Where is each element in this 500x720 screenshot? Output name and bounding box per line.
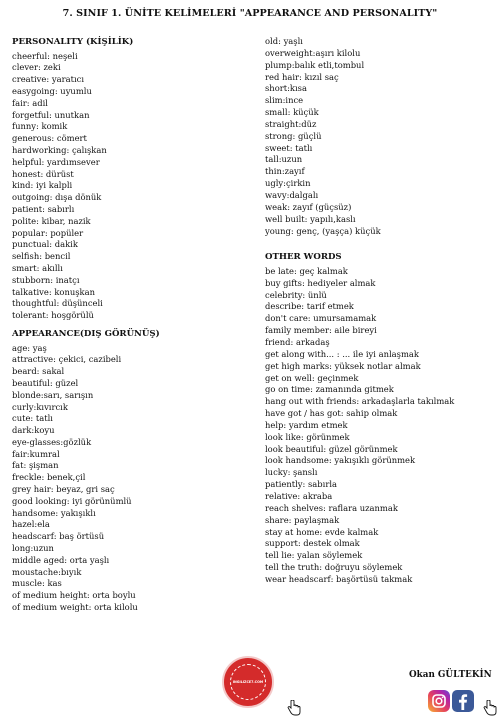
vocab-item: polite: kibar, nazik bbox=[12, 215, 91, 226]
right-column bbox=[265, 36, 497, 586]
vocab-item: short:kısa bbox=[265, 83, 307, 94]
left-column bbox=[12, 36, 257, 614]
vocab-item: eye-glasses:gözlük bbox=[12, 436, 92, 447]
vocab-item: moustache:bıyık bbox=[12, 566, 82, 577]
vocab-item: slim:ince bbox=[265, 95, 304, 106]
vocab-item: plump:balık etli,tombul bbox=[265, 59, 365, 70]
vocab-item: look beautiful: güzel görünmek bbox=[265, 443, 398, 454]
vocab-item: middle aged: orta yaşlı bbox=[12, 554, 110, 565]
vocab-item: get high marks: yüksek notlar almak bbox=[265, 360, 421, 371]
vocab-item: hang out with friends: arkadaşlarla takılmak bbox=[265, 396, 455, 407]
vocab-item: clever: zeki bbox=[12, 62, 61, 73]
vocab-item: easygoing: uyumlu bbox=[12, 85, 92, 96]
vocab-item: sweet: tatlı bbox=[265, 142, 313, 153]
vocab-item: helpful: yardımsever bbox=[12, 156, 100, 167]
vocab-item: dark:koyu bbox=[12, 425, 55, 436]
red-circle-stamp-icon bbox=[222, 656, 274, 708]
vocab-item: cheerful: neşeli bbox=[12, 50, 78, 61]
vocab-item: buy gifts: hediyeler almak bbox=[265, 277, 376, 288]
vocab-item: blonde:sarı, sarışın bbox=[12, 389, 94, 400]
vocab-item: tall:uzun bbox=[265, 154, 303, 165]
vocab-item: patient: sabırlı bbox=[12, 203, 75, 214]
pointing-hand-icon bbox=[287, 700, 301, 716]
vocab-item: punctual: dakik bbox=[12, 239, 78, 250]
vocab-item: muscle: kas bbox=[12, 578, 62, 589]
vocab-item: fair: adil bbox=[12, 97, 48, 108]
vocab-item: strong: güçlü bbox=[265, 130, 322, 141]
vocab-item: stubborn: inatçı bbox=[12, 274, 80, 285]
vocab-item: kind: iyi kalpli bbox=[12, 180, 73, 191]
vocab-item: wear headscarf: başörtüsü takmak bbox=[265, 573, 413, 584]
page-title: 7. SINIF 1. ÜNİTE KELİMELERİ "APPEARANCE AND PERSONALITY" bbox=[62, 8, 438, 19]
appearance-list-right bbox=[265, 36, 497, 237]
vocab-item: beautiful: güzel bbox=[12, 377, 79, 388]
stamp-text: INGILIZCE7.COM bbox=[232, 680, 264, 684]
vocab-item: honest: dürüst bbox=[12, 168, 74, 179]
vocab-item: look handsome: yakışıklı görünmek bbox=[265, 455, 416, 466]
vocab-item: reach shelves: raflara uzanmak bbox=[265, 502, 398, 513]
vocab-item: get on well: geçinmek bbox=[265, 372, 359, 383]
vocab-item: grey hair: beyaz, gri saç bbox=[12, 484, 115, 495]
other-words-heading: OTHER WORDS bbox=[265, 252, 342, 263]
personality-heading: PERSONALITY (KİŞİLİK) bbox=[12, 37, 134, 47]
vocab-item: old: yaşlı bbox=[265, 36, 303, 46]
vocab-item: of medium height: orta boylu bbox=[12, 590, 136, 601]
vocab-item: funny: komik bbox=[12, 121, 68, 132]
instagram-icon[interactable] bbox=[428, 690, 450, 712]
instagram-glyph-icon bbox=[428, 690, 450, 712]
facebook-icon[interactable] bbox=[452, 690, 474, 712]
vocab-item: weak: zayıf (güçsüz) bbox=[265, 201, 352, 212]
vocab-item: curly:kıvırcık bbox=[12, 401, 68, 412]
pointing-hand-icon bbox=[483, 700, 497, 716]
vocab-item: hardworking: çalışkan bbox=[12, 144, 107, 155]
vocab-item: have got / has got: sahip olmak bbox=[265, 408, 398, 419]
vocab-item: don't care: umursamamak bbox=[265, 313, 377, 324]
vocab-item: talkative: konuşkan bbox=[12, 286, 95, 297]
vocab-item: headscarf: baş örtüsü bbox=[12, 531, 105, 542]
vocab-item: straight:düz bbox=[265, 118, 317, 129]
vocab-item: selfish: bencil bbox=[12, 251, 71, 262]
facebook-glyph-icon bbox=[452, 690, 474, 712]
vocab-item: get along with... : ... ile iyi anlaşmak bbox=[265, 348, 419, 359]
vocab-item: of medium weight: orta kilolu bbox=[12, 602, 138, 613]
vocab-item: young: genç, (yaşça) küçük bbox=[265, 225, 381, 236]
appearance-list-left bbox=[12, 343, 257, 614]
vocab-item: family member: aile bireyi bbox=[265, 325, 377, 336]
vocab-item: tell the truth: doğruyu söylemek bbox=[265, 562, 403, 573]
vocab-item: stay at home: evde kalmak bbox=[265, 526, 379, 537]
vocab-item: relative: akraba bbox=[265, 490, 333, 501]
vocab-item: help: yardım etmek bbox=[265, 419, 348, 430]
vocab-item: celebrity: ünlü bbox=[265, 289, 327, 300]
vocab-item: outgoing: dışa dönük bbox=[12, 192, 102, 203]
vocab-item: thin:zayıf bbox=[265, 166, 305, 177]
author-name: Okan GÜLTEKİN bbox=[409, 670, 492, 680]
vocab-item: attractive: çekici, cazibeli bbox=[12, 354, 122, 365]
vocab-item: popular: popüler bbox=[12, 227, 84, 238]
vocab-item: wavy:dalgalı bbox=[265, 189, 319, 200]
vocab-item: lucky: şanslı bbox=[265, 467, 318, 478]
vocab-item: handsome: yakışıklı bbox=[12, 507, 96, 518]
vocab-item: fat: şişman bbox=[12, 460, 59, 471]
vocab-item: age: yaş bbox=[12, 342, 47, 353]
vocab-item: thoughtful: düşünceli bbox=[12, 298, 103, 309]
vocab-item: well built: yapılı,kaslı bbox=[265, 213, 356, 224]
other-words-list bbox=[265, 266, 497, 586]
vocab-item: fair:kumral bbox=[12, 448, 60, 459]
vocab-item: share: paylaşmak bbox=[265, 514, 340, 525]
vocab-item: creative: yaratıcı bbox=[12, 74, 84, 85]
vocab-item: ugly:çirkin bbox=[265, 178, 311, 189]
vocab-item: freckle: benek,çil bbox=[12, 472, 86, 483]
vocab-item: tolerant: hoşgörülü bbox=[12, 310, 94, 321]
personality-list bbox=[12, 51, 257, 322]
vocab-item: patiently: sabırla bbox=[265, 479, 338, 490]
vocab-item: overweight:aşırı kilolu bbox=[265, 47, 361, 58]
vocab-item: friend: arkadaş bbox=[265, 337, 330, 347]
vocab-item: red hair: kızıl saç bbox=[265, 71, 339, 82]
vocab-item: small: küçük bbox=[265, 107, 319, 118]
vocab-item: generous: cömert bbox=[12, 133, 87, 144]
vocab-item: look like: görünmek bbox=[265, 431, 350, 442]
stamp-inner-ring bbox=[230, 664, 266, 700]
vocab-item: go on time: zamanında gitmek bbox=[265, 384, 394, 395]
vocab-item: long:uzun bbox=[12, 543, 54, 554]
vocab-item: tell lie: yalan söylemek bbox=[265, 550, 363, 561]
appearance-heading: APPEARANCE(DIŞ GÖRÜNÜŞ) bbox=[12, 328, 160, 339]
vocab-item: support: destek olmak bbox=[265, 538, 360, 549]
vocab-item: smart: akıllı bbox=[12, 262, 63, 273]
vocab-item: hazel:ela bbox=[12, 519, 50, 530]
vocab-item: cute: tatlı bbox=[12, 413, 53, 424]
vocab-item: describe: tarif etmek bbox=[265, 301, 354, 312]
vocab-item: good looking: iyi görünümlü bbox=[12, 495, 132, 506]
vocab-item: forgetful: unutkan bbox=[12, 109, 90, 120]
vocab-item: be late: geç kalmak bbox=[265, 265, 348, 276]
vocab-item: beard: sakal bbox=[12, 366, 65, 377]
